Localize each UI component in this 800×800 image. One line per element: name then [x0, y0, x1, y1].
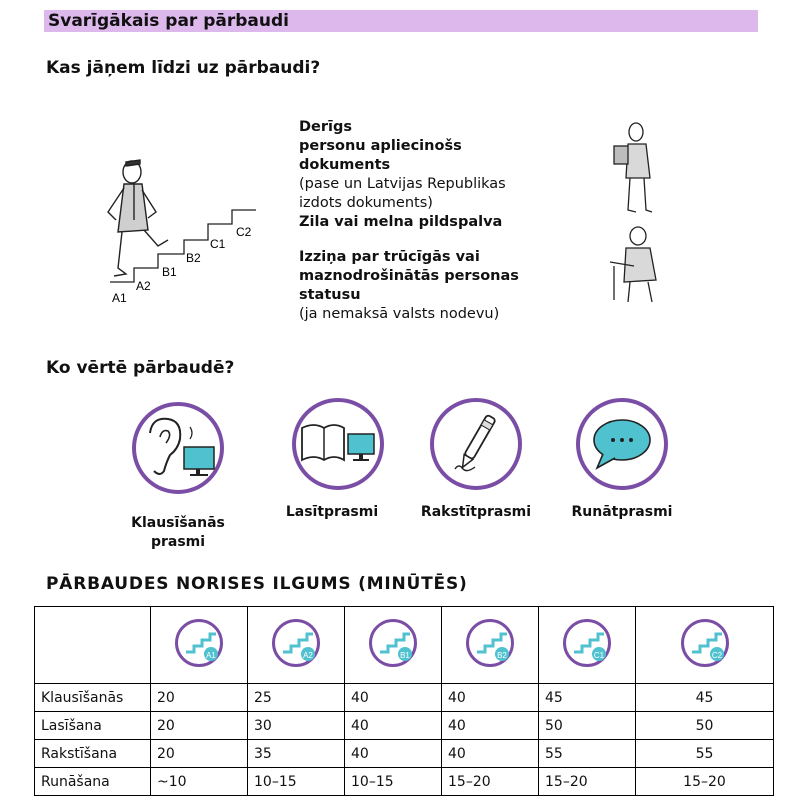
book-monitor-icon — [298, 414, 378, 474]
row-label: Rakstīšana — [35, 740, 151, 768]
level-icon-cell — [539, 607, 636, 684]
durations-table — [34, 606, 774, 796]
speaking-skill-circle — [576, 398, 668, 490]
item3-line3: statusu — [299, 287, 361, 303]
table-cell: 40 — [345, 740, 442, 768]
table-cell: ~10 — [151, 768, 248, 796]
table-row — [35, 684, 774, 712]
stair-label-a2: A2 — [136, 279, 151, 293]
svg-text:C1: C1 — [593, 651, 605, 660]
pen-icon — [441, 409, 511, 479]
stair-label-c1: C1 — [210, 237, 226, 251]
item1-line3: dokuments — [299, 157, 391, 173]
stair-label-a1: A1 — [112, 291, 127, 305]
table-cell: 15–20 — [442, 768, 539, 796]
level-b2-icon — [466, 619, 514, 667]
speaking-skill-label: Runātprasmi — [571, 504, 673, 520]
item3-note: (ja nemaksā valsts nodevu) — [299, 306, 500, 322]
writing-skill-label: Rakstītprasmi — [420, 504, 532, 520]
evaluate-heading: Ko vērtē pārbaudē? — [46, 358, 235, 378]
svg-text:C2: C2 — [711, 651, 722, 660]
table-cell: 50 — [636, 712, 774, 740]
table-cell: 35 — [248, 740, 345, 768]
speech-bubble-icon — [587, 414, 657, 474]
level-a2-icon — [272, 619, 320, 667]
page-title: Svarīgākais par pārbaudi — [48, 11, 289, 31]
item1-line1: Derīgs — [299, 119, 353, 135]
person-climbing-illustration — [108, 160, 168, 276]
level-icon-cell — [151, 607, 248, 684]
table-cell: 20 — [151, 740, 248, 768]
man-writing-illustration — [604, 222, 670, 304]
bring-items — [299, 118, 559, 324]
reading-skill-label: Lasītprasmi — [285, 504, 379, 520]
level-icon-row — [35, 607, 774, 684]
item3-line2: maznodrošinātās personas — [299, 268, 519, 284]
stair-label-b1: B1 — [162, 265, 177, 279]
ear-monitor-icon — [138, 413, 218, 483]
table-cell: 15–20 — [636, 768, 774, 796]
table-cell: 55 — [636, 740, 774, 768]
table-row — [35, 768, 774, 796]
level-icon-cell — [636, 607, 774, 684]
svg-text:B1: B1 — [400, 651, 410, 660]
level-icon-cell — [248, 607, 345, 684]
level-c2-icon — [681, 619, 729, 667]
level-a1-icon — [175, 619, 223, 667]
row-label: Klausīšanās — [35, 684, 151, 712]
stairs-figure-illustration — [88, 150, 260, 310]
man-holding-document-illustration — [608, 118, 668, 216]
table-cell: 40 — [345, 712, 442, 740]
item1-note1: (pase un Latvijas Republikas — [299, 176, 506, 192]
svg-text:A2: A2 — [303, 651, 313, 660]
stair-label-c2: C2 — [236, 225, 252, 239]
table-cell: 30 — [248, 712, 345, 740]
stair-label-b2: B2 — [186, 251, 201, 265]
table-cell: 15–20 — [539, 768, 636, 796]
item1-note2: izdots dokuments) — [299, 195, 433, 211]
table-cell: 25 — [248, 684, 345, 712]
svg-text:A1: A1 — [206, 651, 216, 660]
table-cell: 40 — [442, 684, 539, 712]
empty-corner-cell — [35, 607, 151, 684]
listening-skill-label: Klausīšanās prasmi — [131, 515, 225, 550]
level-icon-cell — [442, 607, 539, 684]
table-cell: 40 — [345, 684, 442, 712]
table-cell: 40 — [442, 740, 539, 768]
table-cell: 10–15 — [248, 768, 345, 796]
table-cell: 10–15 — [345, 768, 442, 796]
item3-line1: Izziņa par trūcīgās vai — [299, 249, 480, 265]
row-label: Lasīšana — [35, 712, 151, 740]
table-cell: 45 — [636, 684, 774, 712]
level-icon-cell — [345, 607, 442, 684]
table-row — [35, 740, 774, 768]
bring-heading: Kas jāņem līdzi uz pārbaudi? — [46, 58, 321, 78]
table-cell: 20 — [151, 684, 248, 712]
svg-text:B2: B2 — [497, 651, 507, 660]
table-row — [35, 712, 774, 740]
table-cell: 50 — [539, 712, 636, 740]
row-label: Runāšana — [35, 768, 151, 796]
item1-line2: personu apliecinošs — [299, 138, 462, 154]
reading-skill-circle — [292, 398, 384, 490]
table-cell: 45 — [539, 684, 636, 712]
item2-text: Zila vai melna pildspalva — [299, 214, 503, 230]
level-b1-icon — [369, 619, 417, 667]
table-cell: 40 — [442, 712, 539, 740]
durations-heading: PĀRBAUDES NORISES ILGUMS (MINŪTĒS) — [46, 574, 468, 594]
level-c1-icon — [563, 619, 611, 667]
table-cell: 55 — [539, 740, 636, 768]
listening-skill-circle — [132, 402, 224, 494]
writing-skill-circle — [430, 398, 522, 490]
table-cell: 20 — [151, 712, 248, 740]
